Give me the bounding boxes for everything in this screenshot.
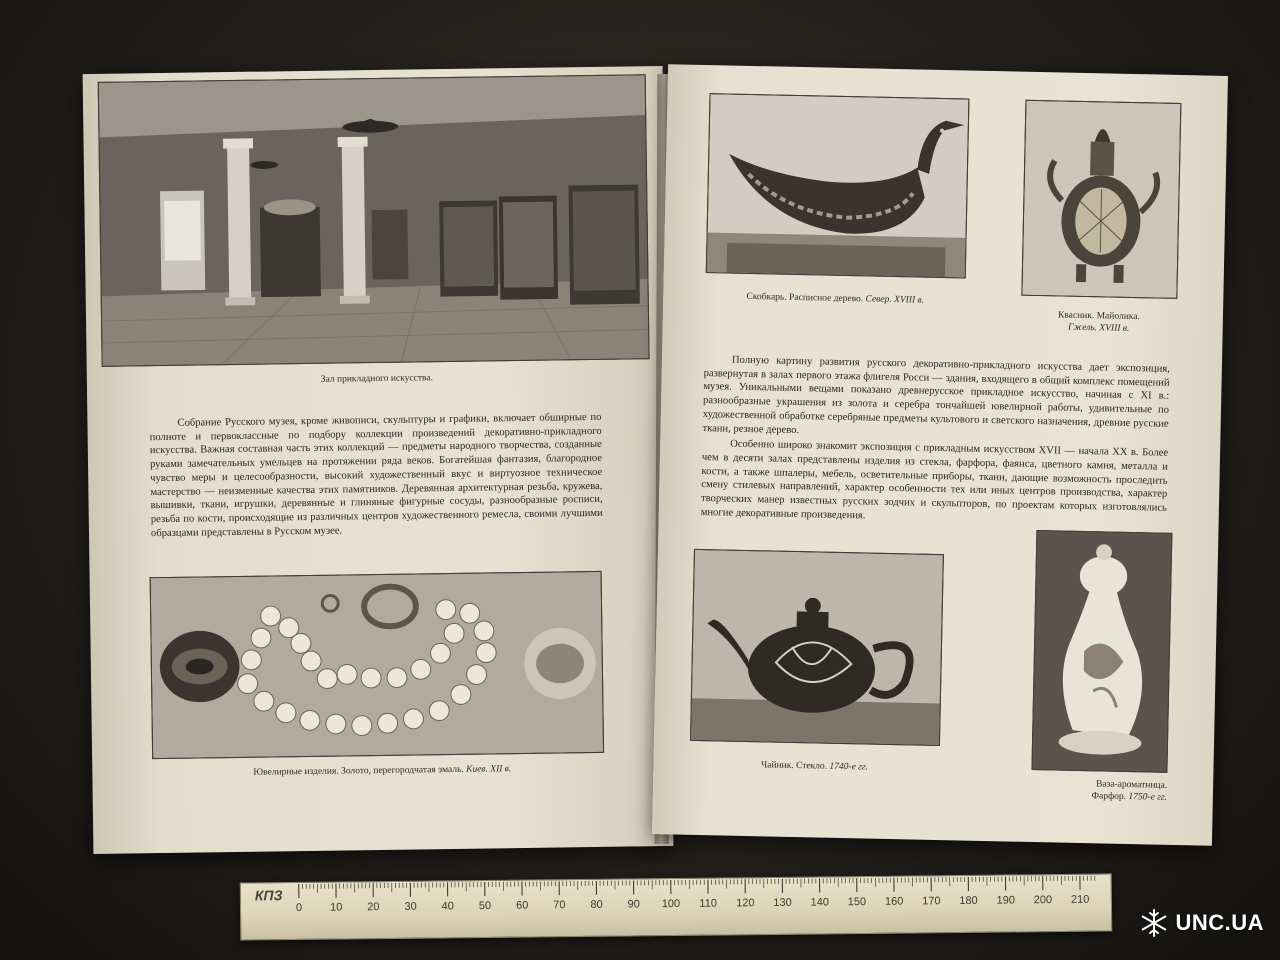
right-body-text: [701, 353, 1170, 531]
site-watermark: [1139, 908, 1264, 938]
skobkar-caption-plain: Скобкарь. Расписное дерево.: [746, 291, 864, 305]
ruler-tick-label: 70: [553, 899, 566, 912]
ruler-tick-label: 170: [922, 895, 941, 908]
ruler-tick-label: 150: [847, 896, 867, 909]
ruler-tick-label: 140: [810, 896, 830, 909]
hall-caption: Зал прикладного искусства.: [320, 373, 434, 385]
watermark-text: UNC.UA: [1175, 910, 1264, 935]
left-body-text: [149, 411, 603, 543]
skobkar-photo: [706, 93, 970, 278]
ruler-tick-label: 40: [441, 900, 454, 913]
ruler-tick-label: 200: [1033, 894, 1053, 907]
kvasnik-caption-line1: Квасник. Майолика.: [1057, 310, 1141, 323]
ruler-tick-label: 0: [295, 901, 303, 914]
kvasnik-caption-line2: Гжель. XVIII в.: [1067, 322, 1130, 334]
ruler-tick-label: 60: [515, 899, 529, 912]
ruler-tick-label: 20: [367, 901, 380, 914]
ruler-tick-label: 110: [699, 897, 718, 910]
jewelry-caption: [92, 762, 672, 782]
ruler-tick-label: 90: [627, 898, 640, 911]
skobkar-caption-italic: Север. XVIII в.: [865, 294, 925, 306]
teapot-caption-italic: 1740-е гг.: [829, 761, 868, 773]
snowflake-icon: [1139, 908, 1169, 938]
vase-caption-line2-plain: Фарфор.: [1091, 791, 1127, 802]
ruler-tick-label: 130: [773, 896, 792, 909]
ruler-tick-label: 210: [1070, 893, 1090, 906]
ruler-scale: [241, 874, 1114, 941]
teapot-photo: [690, 549, 944, 746]
vase-caption-line2-italic: 1750-е гг.: [1128, 791, 1167, 803]
kvasnik-caption: [1021, 310, 1177, 337]
ruler-tick-label: 160: [884, 895, 904, 908]
wooden-ruler: [240, 873, 1113, 940]
ruler-tick-label: 190: [996, 894, 1015, 907]
right-paragraph-1: Полную картину развития русского декоративно-прикладного искусства дает экспозиция, развернутая в залах первого этажа флигеля Росси — здания, входящего в общий комплекс помещений музея. Уникальными вещами показано древнерусское прикладное искусство, начиная с XI в.: разнообразные украшения из золота и серебра тончайшей ювелирной работы, удивительные по художественной обработке серебряные предметы культового и светского назначения, древние русские ткани, резное дерево.: [702, 354, 1170, 436]
ruler-tick-label: 80: [590, 898, 603, 911]
jewelry-caption-italic: Киев. XII в.: [466, 764, 512, 775]
teapot-caption: [689, 759, 939, 776]
left-paragraph: Собрание Русского музея, кроме живописи, скульптуры и графики, включает обширные по полноте и первоклассные по подбору коллекции произведений декоративно-прикладного искусства. Важная составная часть этих коллекций — предметы народного творчества, созданные руками замечательных умельцев на протяжении ряда веков. Богатейшая фантазия, благородное чувство меры и целесообразности, высокий художественный вкус и виртуозное техническое мастерство — неизменные качества этих памятников. Деревянная архитектурная резьба, кружева, вышивки, ткани, игрушки, деревянные и глиняные фигурные сосуды, разнообразные росписи, резьба по кости, происходящие из различных центров художественного ремесла, своими лучшими образцами представлены в Русском музее.: [149, 411, 603, 539]
ruler-tick-label: 10: [329, 901, 343, 914]
right-paragraph-2: Особенно широко знакомит экспозиция с прикладным искусством XVII — начала XX в. Более чем в десяти залах представлены изделия из стекла, фарфора, фаянса, цветного камня, металла и кости, а также шпалеры, мебель, осветительные приборы, ткани, дающие возможность проследить смену стилевых направлений, характер особенности тех или иных центров производства, характер творческих манер известных русских зодчих и скульпторов, по проектам которых изготовлялись многие декоративные произведения.: [700, 438, 1169, 522]
left-page: [83, 66, 674, 854]
ruler-tick-label: 50: [478, 899, 492, 913]
vase-caption-line2: [1031, 790, 1167, 805]
kvasnik-photo: [1021, 100, 1181, 299]
right-page: [652, 64, 1228, 846]
vase-caption: [1031, 778, 1167, 805]
ruler-tick-label: 30: [404, 900, 417, 913]
ruler-brand: КПЗ: [254, 887, 283, 904]
vase-photo: [1031, 530, 1172, 773]
jewelry-photo: [150, 571, 604, 759]
teapot-caption-plain: Чайник. Стекло.: [760, 760, 828, 772]
skobkar-caption: [705, 291, 965, 308]
jewelry-caption-plain: Ювелирные изделия. Золото, перегородчатая эмаль.: [253, 764, 464, 778]
ruler-tick-label: 100: [661, 897, 681, 911]
ruler-tick-label: 180: [959, 894, 978, 908]
vase-caption-line1: Ваза-ароматница.: [1095, 779, 1168, 791]
museum-hall-photo: [98, 74, 650, 367]
ruler-tick-label: 120: [736, 897, 755, 910]
